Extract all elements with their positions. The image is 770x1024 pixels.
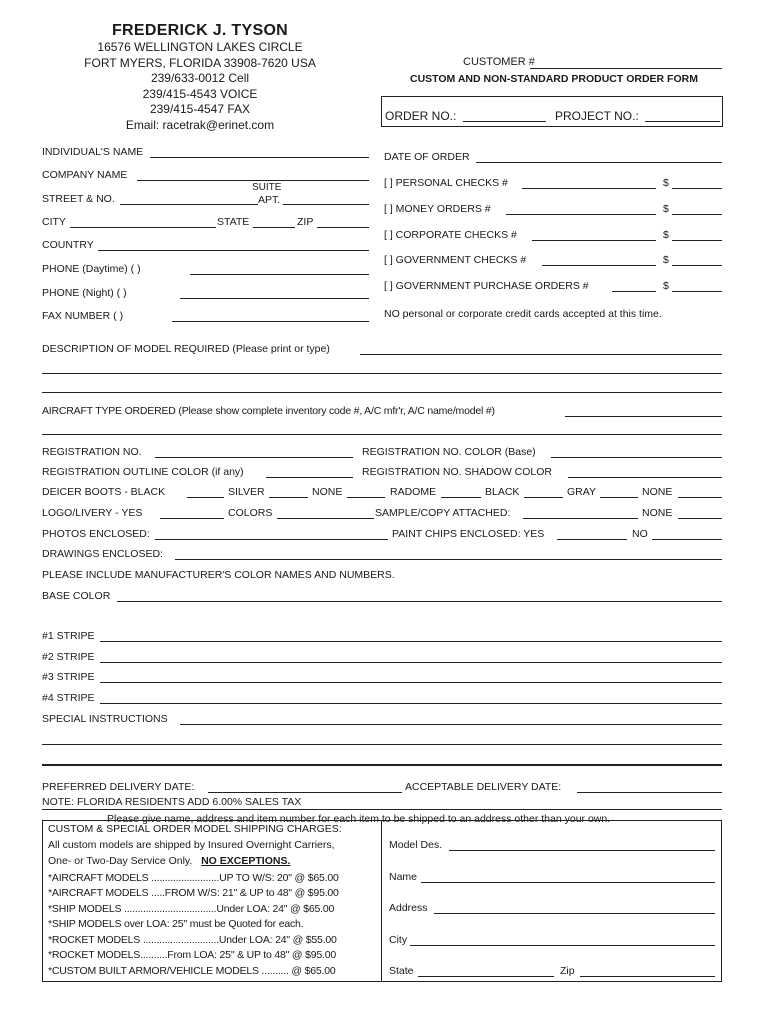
registration-shadow-field[interactable] bbox=[568, 477, 722, 478]
ship-city-field[interactable] bbox=[410, 945, 715, 946]
city-field[interactable] bbox=[70, 227, 216, 228]
address-line-1: 16576 WELLINGTON LAKES CIRCLE bbox=[97, 40, 303, 54]
date-of-order-field[interactable] bbox=[476, 162, 722, 163]
base-color-label: BASE COLOR bbox=[42, 590, 111, 602]
paint-chips-yes-field[interactable] bbox=[557, 539, 627, 540]
logo-none-label: NONE bbox=[642, 507, 673, 519]
sample-copy-label: SAMPLE/COPY ATTACHED: bbox=[375, 507, 511, 519]
radome-gray-label: GRAY bbox=[567, 486, 596, 498]
money-orders-label: [ ] MONEY ORDERS # bbox=[384, 203, 491, 215]
radome-black-label: BLACK bbox=[485, 486, 520, 498]
radome-black-field[interactable] bbox=[524, 497, 563, 498]
company-name-field[interactable] bbox=[137, 180, 369, 181]
government-checks-field[interactable] bbox=[542, 265, 656, 266]
photos-field[interactable] bbox=[155, 539, 388, 540]
company-owner-name: FREDERICK J. TYSON bbox=[111, 22, 289, 39]
money-orders-field[interactable] bbox=[506, 214, 656, 215]
deicer-label: DEICER BOOTS - BLACK bbox=[42, 486, 166, 498]
rate-aircraft-small: *AIRCRAFT MODELS .........................UP TO W/S: 20" @ $65.00 bbox=[48, 872, 339, 884]
radome-gray-field[interactable] bbox=[600, 497, 638, 498]
registration-color-label: REGISTRATION NO. COLOR (Base) bbox=[362, 446, 536, 458]
gov-po-amount[interactable] bbox=[672, 291, 722, 292]
ship-state-field[interactable] bbox=[418, 976, 554, 977]
special-instructions-field-3[interactable] bbox=[42, 764, 722, 766]
paint-chips-no-label: NO bbox=[632, 528, 648, 540]
state-field[interactable] bbox=[253, 227, 295, 228]
special-instructions-field-1[interactable] bbox=[180, 724, 722, 725]
phone-night-field[interactable] bbox=[180, 298, 369, 299]
shipping-line-1: All custom models are shipped by Insured Overnight Carriers, bbox=[48, 839, 335, 851]
date-of-order-label: DATE OF ORDER bbox=[384, 151, 470, 163]
stripe-2-label: #2 STRIPE bbox=[42, 651, 95, 663]
ship-name-label: Name bbox=[389, 871, 418, 883]
phone-day-label: PHONE (Daytime) ( ) bbox=[42, 263, 141, 275]
cell-phone: 239/633-0012 Cell bbox=[150, 71, 250, 85]
ship-name-field[interactable] bbox=[421, 882, 715, 883]
gov-po-dollar: $ bbox=[663, 280, 669, 292]
colors-label: COLORS bbox=[228, 507, 273, 519]
description-field-1[interactable] bbox=[360, 354, 722, 355]
logo-none-field[interactable] bbox=[678, 518, 722, 519]
apt-field[interactable] bbox=[283, 204, 369, 205]
ship-model-des-field[interactable] bbox=[449, 850, 715, 851]
ship-city-label: City bbox=[389, 934, 408, 946]
country-field[interactable] bbox=[98, 250, 369, 251]
letterhead bbox=[40, 22, 360, 133]
preferred-delivery-field[interactable] bbox=[208, 792, 402, 793]
suite-label: SUITE bbox=[252, 182, 282, 193]
gov-po-field[interactable] bbox=[612, 291, 656, 292]
rate-rocket-small: *ROCKET MODELS ............................Under LOA: 24" @ $55.00 bbox=[48, 934, 337, 946]
ship-elsewhere-note: Please give name, address and item number for each item to be shipped to an address other than your own. bbox=[107, 813, 611, 825]
ship-address-field[interactable] bbox=[434, 913, 715, 914]
registration-outline-label: REGISTRATION OUTLINE COLOR (if any) bbox=[42, 466, 244, 478]
deicer-silver-field[interactable] bbox=[269, 497, 308, 498]
radome-label: RADOME bbox=[390, 486, 437, 498]
shipping-service-text: One- or Two-Day Service Only. bbox=[48, 855, 193, 867]
phone-day-field[interactable] bbox=[190, 274, 369, 275]
acceptable-delivery-field[interactable] bbox=[577, 792, 722, 793]
order-no-field[interactable] bbox=[463, 121, 546, 122]
personal-checks-label: [ ] PERSONAL CHECKS # bbox=[384, 177, 508, 189]
shipping-line-2 bbox=[48, 855, 290, 867]
corporate-checks-dollar: $ bbox=[663, 229, 669, 241]
stripe-4-field[interactable] bbox=[100, 703, 722, 704]
company-name-label: COMPANY NAME bbox=[42, 169, 128, 181]
description-field-3[interactable] bbox=[42, 392, 722, 393]
address-line-2: FORT MYERS, FLORIDA 33908-7620 USA bbox=[84, 55, 316, 70]
logo-livery-field[interactable] bbox=[160, 518, 224, 519]
voice-phone: 239/415-4543 VOICE bbox=[142, 86, 258, 101]
fax-field[interactable] bbox=[172, 321, 369, 322]
drawings-field[interactable] bbox=[175, 559, 722, 560]
email: Email: racetrak@erinet.com bbox=[125, 117, 275, 132]
project-no-field[interactable] bbox=[645, 121, 720, 122]
city-label: CITY bbox=[42, 216, 66, 228]
photos-label: PHOTOS ENCLOSED: bbox=[42, 528, 150, 540]
gov-po-label: [ ] GOVERNMENT PURCHASE ORDERS # bbox=[384, 280, 589, 292]
tax-note: NOTE: FLORIDA RESIDENTS ADD 6.00% SALES TAX bbox=[42, 796, 302, 808]
money-orders-amount[interactable] bbox=[672, 214, 722, 215]
rate-aircraft-large: *AIRCRAFT MODELS .....FROM W/S: 21" & UP to 48" @ $95.00 bbox=[48, 887, 339, 899]
sample-copy-field[interactable] bbox=[523, 518, 638, 519]
project-no-label: PROJECT NO.: bbox=[555, 109, 639, 123]
street-label: STREET & NO. bbox=[42, 193, 115, 205]
colors-field[interactable] bbox=[277, 518, 374, 519]
corporate-checks-amount[interactable] bbox=[672, 240, 722, 241]
ship-model-des-label: Model Des. bbox=[389, 839, 443, 851]
stripe-1-field[interactable] bbox=[100, 641, 722, 642]
state-label: STATE bbox=[217, 216, 250, 228]
deicer-none-field[interactable] bbox=[347, 497, 385, 498]
stripe-3-label: #3 STRIPE bbox=[42, 671, 95, 683]
radome-none-field[interactable] bbox=[678, 497, 722, 498]
apt-label: APT. bbox=[258, 194, 281, 206]
radome-field[interactable] bbox=[441, 497, 481, 498]
no-exceptions-text: NO EXCEPTIONS. bbox=[201, 855, 291, 867]
ship-zip-field[interactable] bbox=[580, 976, 715, 977]
no-credit-cards-note: NO personal or corporate credit cards accepted at this time. bbox=[384, 308, 662, 320]
zip-field[interactable] bbox=[317, 227, 369, 228]
zip-label: ZIP bbox=[297, 216, 314, 228]
aircraft-type-field-1[interactable] bbox=[565, 416, 722, 417]
description-label: DESCRIPTION OF MODEL REQUIRED (Please print or type) bbox=[42, 343, 330, 355]
aircraft-type-label: AIRCRAFT TYPE ORDERED (Please show complete inventory code #, A/C mfr'r, A/C name/model #) bbox=[42, 405, 495, 417]
registration-no-label: REGISTRATION NO. bbox=[42, 446, 142, 458]
ship-state-label: State bbox=[389, 965, 414, 977]
corporate-checks-field[interactable] bbox=[532, 240, 656, 241]
phone-night-label: PHONE (Night) ( ) bbox=[42, 287, 127, 299]
fax-phone: 239/415-4547 FAX bbox=[149, 102, 251, 116]
order-no-label: ORDER NO.: bbox=[385, 109, 457, 123]
rate-ship-large: *SHIP MODELS over LOA: 25" must be Quoted for each. bbox=[48, 918, 304, 930]
rate-armor-vehicle: *CUSTOM BUILT ARMOR/VEHICLE MODELS .......... @ $65.00 bbox=[48, 965, 336, 977]
stripe-1-label: #1 STRIPE bbox=[42, 630, 95, 642]
personal-checks-amount[interactable] bbox=[672, 188, 722, 189]
shipping-title: CUSTOM & SPECIAL ORDER MODEL SHIPPING CHARGES: bbox=[48, 823, 342, 835]
corporate-checks-label: [ ] CORPORATE CHECKS # bbox=[384, 229, 517, 241]
rate-rocket-large: *ROCKET MODELS..........From LOA: 25" & UP to 48" @ $95.00 bbox=[48, 949, 336, 961]
deicer-silver-label: SILVER bbox=[228, 486, 265, 498]
radome-none-label: NONE bbox=[642, 486, 673, 498]
include-colors-note: PLEASE INCLUDE MANUFACTURER'S COLOR NAMES AND NUMBERS. bbox=[42, 569, 395, 581]
shipping-box-divider bbox=[381, 820, 382, 982]
drawings-label: DRAWINGS ENCLOSED: bbox=[42, 548, 163, 560]
stripe-4-label: #4 STRIPE bbox=[42, 692, 95, 704]
description-field-2[interactable] bbox=[42, 373, 722, 374]
rate-ship-small: *SHIP MODELS ..................................Under LOA: 24" @ $65.00 bbox=[48, 903, 335, 915]
individual-name-field[interactable] bbox=[150, 157, 369, 158]
preferred-delivery-label: PREFERRED DELIVERY DATE: bbox=[42, 781, 195, 793]
deicer-black-field[interactable] bbox=[187, 497, 224, 498]
acceptable-delivery-label: ACCEPTABLE DELIVERY DATE: bbox=[405, 781, 562, 793]
special-instructions-label: SPECIAL INSTRUCTIONS bbox=[42, 713, 168, 725]
street-field[interactable] bbox=[120, 204, 258, 205]
form-title: CUSTOM AND NON-STANDARD PRODUCT ORDER FORM bbox=[410, 73, 698, 85]
stripe-3-field[interactable] bbox=[100, 682, 722, 683]
paint-chips-no-field[interactable] bbox=[652, 539, 722, 540]
deicer-none-label: NONE bbox=[312, 486, 343, 498]
aircraft-type-field-2[interactable] bbox=[42, 434, 722, 435]
ship-address-label: Address bbox=[389, 902, 428, 914]
registration-outline-field[interactable] bbox=[266, 477, 353, 478]
base-color-field[interactable] bbox=[117, 601, 722, 602]
registration-color-field[interactable] bbox=[551, 457, 722, 458]
registration-no-field[interactable] bbox=[155, 457, 353, 458]
logo-livery-label: LOGO/LIVERY - YES bbox=[42, 507, 143, 519]
paint-chips-label: PAINT CHIPS ENCLOSED: YES bbox=[392, 528, 545, 540]
tax-note-rule bbox=[42, 809, 722, 810]
ship-zip-label: Zip bbox=[560, 965, 575, 977]
government-checks-dollar: $ bbox=[663, 254, 669, 266]
personal-checks-field[interactable] bbox=[522, 188, 656, 189]
country-label: COUNTRY bbox=[42, 239, 94, 251]
personal-checks-dollar: $ bbox=[663, 177, 669, 189]
special-instructions-field-2[interactable] bbox=[42, 744, 722, 745]
individual-name-label: INDIVIDUAL'S NAME bbox=[42, 146, 144, 158]
registration-shadow-label: REGISTRATION NO. SHADOW COLOR bbox=[362, 466, 552, 478]
government-checks-amount[interactable] bbox=[672, 265, 722, 266]
customer-number-field[interactable] bbox=[530, 68, 722, 69]
money-orders-dollar: $ bbox=[663, 203, 669, 215]
customer-number-label: CUSTOMER # bbox=[463, 56, 535, 68]
government-checks-label: [ ] GOVERNMENT CHECKS # bbox=[384, 254, 527, 266]
stripe-2-field[interactable] bbox=[100, 662, 722, 663]
fax-label: FAX NUMBER ( ) bbox=[42, 310, 124, 322]
